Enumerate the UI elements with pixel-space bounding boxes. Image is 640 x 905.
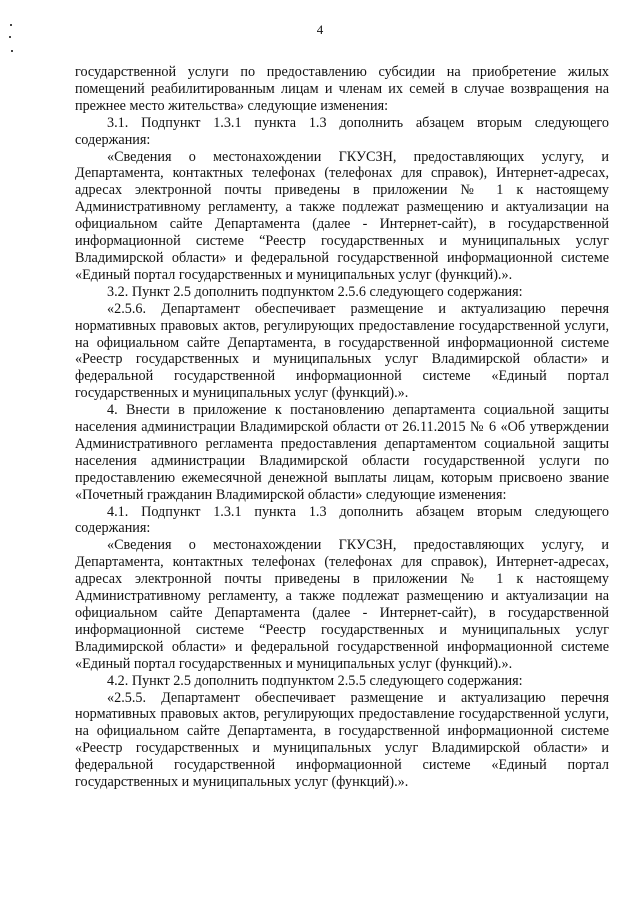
scan-artifact-marks — [8, 24, 14, 64]
paragraph-2-5-6-quote: «2.5.6. Департамент обеспечивает размещение и актуализацию перечня нормативных правовых актов, регулирующих предоставление государственной услуги, на официальном сайте Департамента, в государственной информационной системе «Реестр государственных и муниципальных услуг Владимирской области» и федеральной государственной информационной системе «Единый портал государственных и муниципальных услуг (функций).». — [75, 300, 609, 402]
paragraph-4-2: 4.2. Пункт 2.5 дополнить подпунктом 2.5.5 следующего содержания: — [107, 672, 523, 689]
paragraph-3-1: 3.1. Подпункт 1.3.1 пункта 1.3 дополнить абзацем вторым следующего содержания: — [75, 114, 609, 148]
page-number: 4 — [316, 22, 324, 37]
paragraph-4: 4. Внести в приложение к постановлению департамента социальной защиты населения администрации Владимирской области от 26.11.2015 № 6 «Об утверждении Административного регламента предоставления департаментом социальной защиты населения администрации Владимирской области государственной услуги по предоставлению ежемесячной денежной выплаты лицам, которым присвоено звание «Почетный гражданин Владимирской области» следующие изменения: — [75, 402, 609, 503]
paragraph-4-1-quote: «Сведения о местонахождении ГКУСЗН, предоставляющих услугу, и Департамента, контактных телефонах (телефонах для справок), Интернет-адресах, адресах электронной почты приведены в приложении № 1 к настоящему Административному регламенту, а также подлежат размещению и актуализации на официальном сайте Департамента (далее - Интернет-сайт), в государственной информационной системе “Реестр государственных и муниципальных услуг Владимирской области» и федеральной государственной информационной системе «Единый портал государственных и муниципальных услуг (функций).». — [75, 537, 609, 672]
paragraph-2-5-5-quote: «2.5.5. Департамент обеспечивает размещение и актуализацию перечня нормативных правовых актов, регулирующих предоставление государственной услуги, на официальном сайте Департамента, в государственной информационной системе «Реестр государственных и муниципальных услуг Владимирской области» и федеральной государственной информационной системе «Единый портал государственных и муниципальных услуг (функций).». — [75, 689, 609, 791]
paragraph-3-1-quote: «Сведения о местонахождении ГКУСЗН, предоставляющих услугу, и Департамента, контактных телефонах (телефонах для справок), Интернет-адресах, адресах электронной почты приведены в приложении № 1 к настоящему Административному регламенту, а также подлежат размещению и актуализации на официальном сайте Департамента (далее - Интернет-сайт), в государственной информационной системе “Реестр государственных и муниципальных услуг Владимирской области» и федеральной государственной информационной системе «Единый портал государственных и муниципальных услуг (функций).». — [75, 148, 609, 283]
document-body — [75, 64, 609, 791]
paragraph-3-2: 3.2. Пункт 2.5 дополнить подпунктом 2.5.6 следующего содержания: — [107, 283, 523, 300]
paragraph-intro: государственной услуги по предоставлению субсидии на приобретение жилых помещений реабилитированным лицам и членам их семей в случае возвращения на прежнее место жительства» следующие изменения: — [75, 64, 609, 114]
paragraph-4-1: 4.1. Подпункт 1.3.1 пункта 1.3 дополнить абзацем вторым следующего содержания: — [75, 503, 609, 537]
